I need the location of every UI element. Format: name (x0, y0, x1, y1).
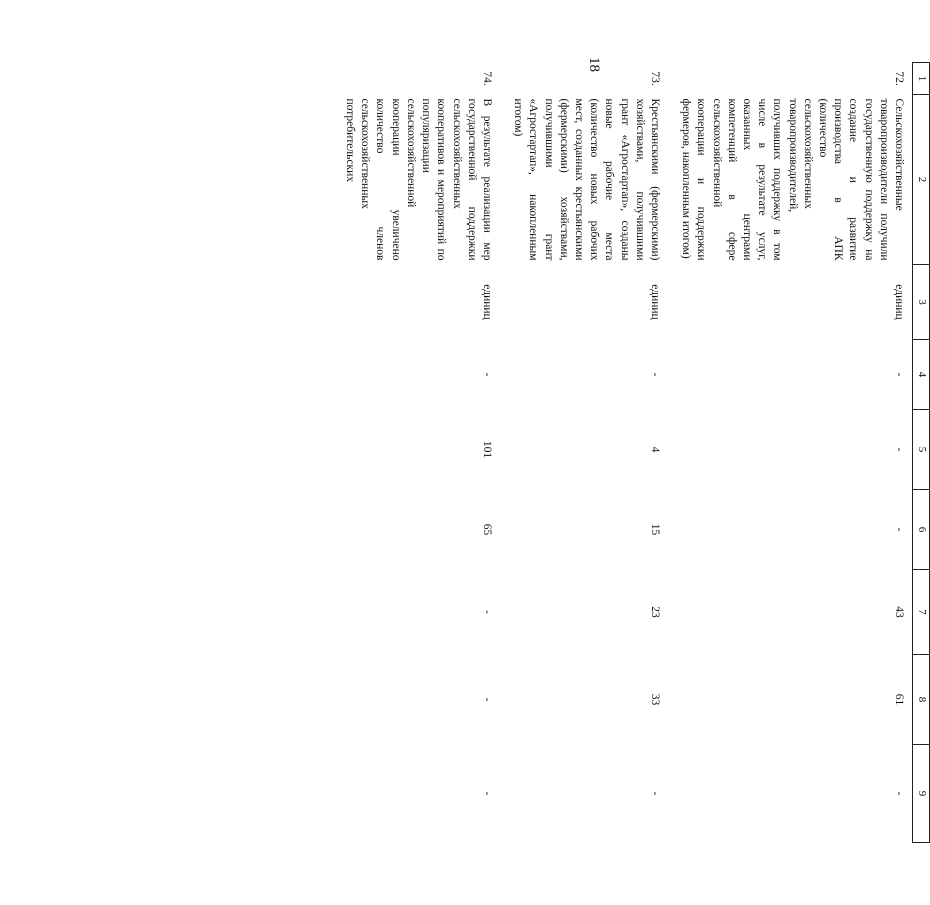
column-header: 4 (913, 340, 930, 410)
value-cell: - (648, 791, 661, 796)
row-number: 73. (648, 71, 661, 86)
unit-cell: единиц (648, 284, 661, 320)
value-cell: 43 (893, 606, 905, 618)
value-cell: - (893, 527, 905, 532)
rotated-table-container (344, 62, 930, 842)
unit-cell: единиц (893, 284, 905, 320)
indicators-table (332, 62, 930, 843)
row-number: 74. (480, 71, 493, 86)
table-row (500, 63, 668, 843)
column-header: 6 (913, 490, 930, 570)
column-header: 2 (913, 95, 930, 265)
value-cell: - (893, 372, 905, 377)
value-cell: 23 (648, 606, 661, 618)
indicator-text: В результате реализации мер государственной поддержки сельскохозяйственных кооперативов и мероприятий по популяризации сельскохозяйственной кооперации увеличено количество членов сельскохозяйственных потребительских (344, 98, 493, 261)
column-header: 7 (913, 570, 930, 655)
value-cell: - (893, 791, 905, 796)
indicator-text: Крестьянскими (фермерскими) хозяйствами, получившими грант «Агростартап», созданы новые рабочие места (количество новых рабочих мест, созданных крестьянскими (фермерскими) хозяйствами, получившими грант «Агростартап», накопленным итогом) (512, 98, 661, 261)
value-cell: - (480, 697, 493, 702)
value-cell: 4 (648, 446, 661, 453)
column-header: 3 (913, 265, 930, 340)
column-header: 9 (913, 745, 930, 843)
value-cell: - (480, 791, 493, 796)
value-cell: - (480, 372, 493, 377)
value-cell: - (648, 372, 661, 377)
unit-cell: единиц (480, 284, 493, 320)
value-cell: - (893, 447, 905, 452)
table-row (332, 63, 500, 843)
table-row (668, 63, 913, 843)
value-cell: 101 (480, 440, 493, 459)
value-cell: 61 (893, 693, 905, 706)
value-cell: 15 (648, 523, 661, 536)
page-number: 18 (586, 57, 602, 72)
value-cell: 65 (480, 523, 493, 536)
column-header: 8 (913, 655, 930, 745)
row-number: 72. (893, 71, 905, 86)
column-header: 5 (913, 410, 930, 490)
column-number-row (913, 63, 930, 843)
column-header: 1 (913, 63, 930, 95)
value-cell: - (480, 610, 493, 614)
value-cell: 33 (648, 693, 661, 706)
indicator-text: Сельскохозяйственные товаропроизводители получили государственную поддержку на создание и развитие производства в АПК (количество сельскохозяйственных товаропроизводителей, получивших поддержку в том числе в результате услуг, оказанных центрами компетенций в сфере сельскохозяйственной кооперации и поддержки фермеров, накопленным итогом) (680, 98, 905, 261)
